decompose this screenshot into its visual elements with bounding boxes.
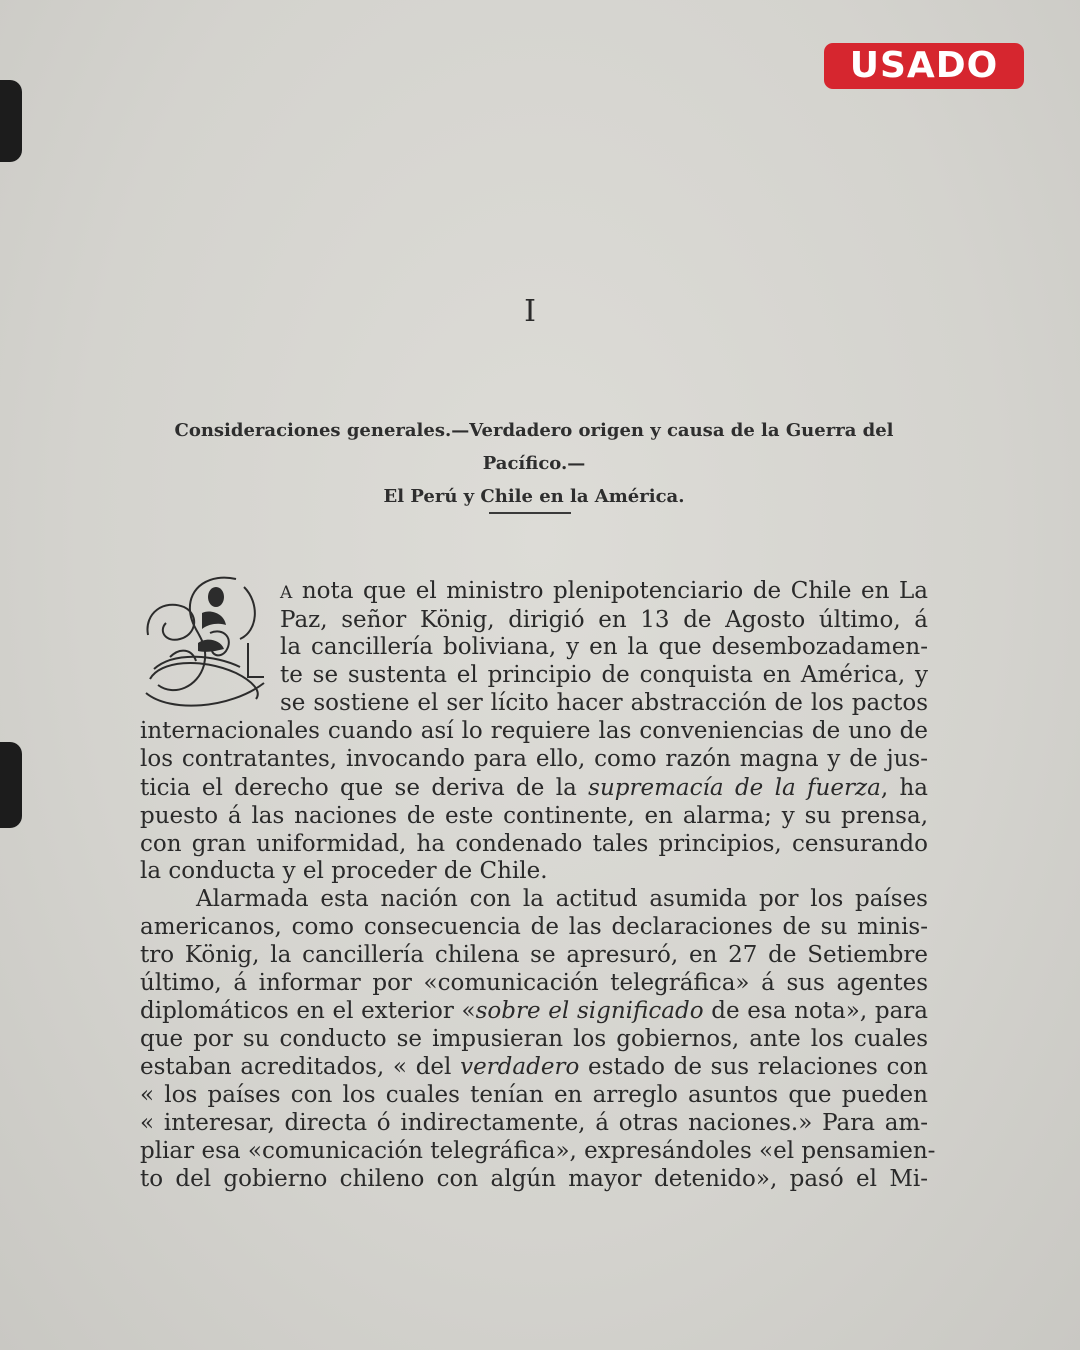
text-line: A nota que el ministro plenipotenciario de Chile en La — [280, 578, 928, 604]
text-line: « interesar, directa ó indirectamente, á otras naciones.» Para am- — [140, 1110, 928, 1136]
chapter-heading — [138, 414, 930, 513]
text-line: los contratantes, invocando para ello, como razón magna y de jus- — [140, 746, 928, 772]
ornamental-dropcap — [140, 573, 268, 713]
divider-rule — [489, 512, 571, 514]
italic-phrase: sobre el significado — [475, 998, 704, 1024]
paragraph-start: Alarmada esta nación con la actitud asumida por los países — [196, 886, 928, 912]
text-line: se sostiene el ser lícito hacer abstracción de los pactos — [280, 690, 928, 716]
text-line: pliar esa «comunicación telegráfica», expresándoles «el pensamien- — [140, 1138, 936, 1164]
text-line: « los países con los cuales tenían en arreglo asuntos que pueden — [140, 1082, 928, 1108]
binding-hole-middle — [0, 742, 22, 828]
text-line: ticia el derecho que se deriva de la supremacía de la fuerza, ha — [140, 775, 929, 801]
text-line: la conducta y el proceder de Chile. — [140, 858, 548, 884]
text-line: diplomáticos en el exterior «sobre el significado de esa nota», para — [140, 998, 928, 1024]
text-line: último, á informar por «comunicación telegráfica» á sus agentes — [140, 970, 928, 996]
text-line: que por su conducto se impusieran los gobiernos, ante los cuales — [140, 1026, 928, 1052]
text-line: puesto á las naciones de este continente, en alarma; y su prensa, — [140, 803, 928, 829]
text-line: americanos, como consecuencia de las declaraciones de su minis- — [140, 914, 928, 940]
condition-badge: USADO — [824, 43, 1024, 89]
italic-phrase: supremacía de la fuerza — [588, 775, 881, 801]
text-line: tro König, la cancillería chilena se apresuró, en 27 de Setiembre — [140, 942, 928, 968]
text-line: to del gobierno chileno con algún mayor detenido», pasó el Mi- — [140, 1166, 928, 1192]
chapter-number: I — [524, 294, 536, 329]
binding-hole-top — [0, 80, 22, 162]
text-line: te se sustenta el principio de conquista en América, y — [280, 662, 928, 688]
text-line: estaban acreditados, « del verdadero estado de sus relaciones con — [140, 1054, 928, 1080]
text-line: Paz, señor König, dirigió en 13 de Agosto último, á — [280, 607, 928, 633]
text-line: con gran uniformidad, ha condenado tales principios, censurando — [140, 831, 928, 857]
text-line: internacionales cuando así lo requiere las conveniencias de uno de — [140, 718, 928, 744]
italic-phrase: verdadero — [460, 1054, 580, 1080]
heading-line-2: El Perú y Chile en la América. — [383, 486, 685, 507]
dropcap-letter: L — [232, 695, 239, 706]
text-line: la cancillería boliviana, y en la que desembozadamen- — [280, 634, 928, 660]
heading-line-1: Consideraciones generales.—Verdadero origen y causa de la Guerra del Pacífico.— — [174, 420, 894, 474]
